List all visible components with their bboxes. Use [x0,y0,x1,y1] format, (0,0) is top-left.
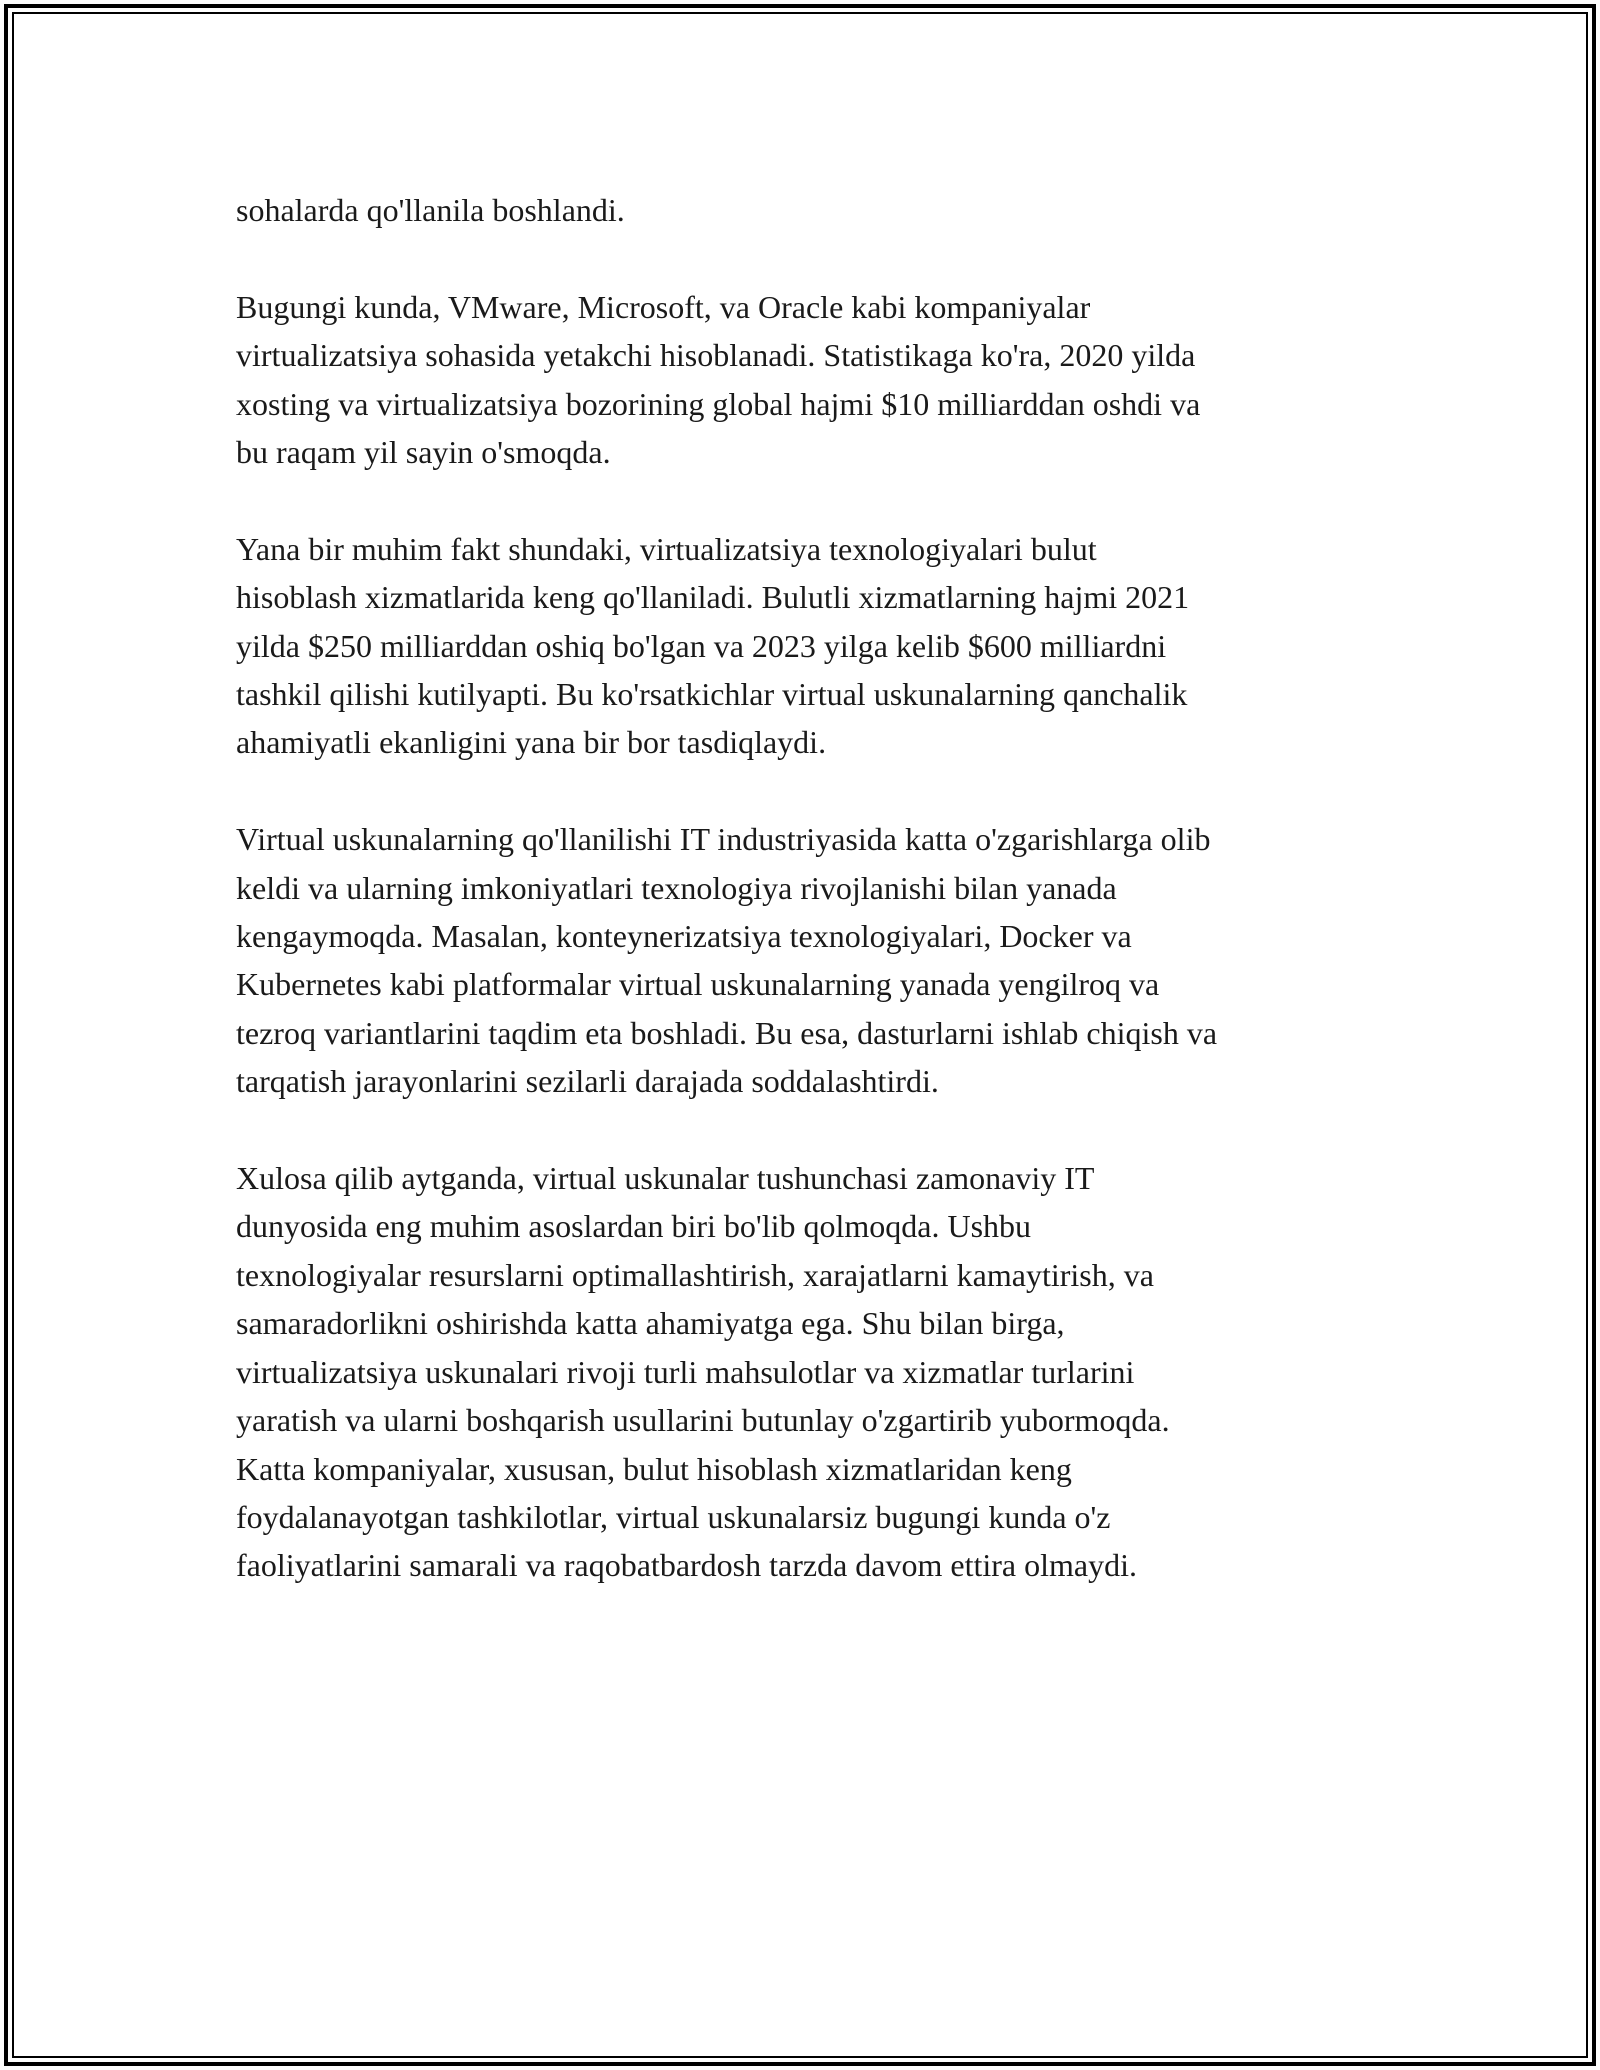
text-line: yaratish va ularni boshqarish usullarini butunlay o'zgartirib yubormoqda. [236,1402,1170,1439]
paragraph-cloud [236,525,1386,767]
paragraph-containers [236,815,1386,1105]
text-line: samaradorlikni oshirishda katta ahamiyatga ega. Shu bilan birga, [236,1305,1065,1342]
text-line: Virtual uskunalarning qo'llanilishi IT industriyasida katta o'zgarishlarga olib [236,821,1211,858]
text-line: sohalarda qo'llanila boshlandi. [236,192,625,228]
text-line: dunyosida eng muhim asoslardan biri bo'lib qolmoqda. Ushbu [236,1208,1032,1245]
text-line: Bugungi kunda, VMware, Microsoft, va Oracle kabi kompaniyalar [236,288,1091,325]
text-line: hisoblash xizmatlarida keng qo'llaniladi. Bulutli xizmatlarning hajmi 2021 [236,579,1190,616]
text-line: virtualizatsiya sohasida yetakchi hisoblanadi. Statistikaga ko'ra, 2020 yilda [236,337,1196,374]
text-line: texnologiyalar resurslarni optimallashtirish, xarajatlarni kamaytirish, va [236,1256,1154,1293]
text-line: virtualizatsiya uskunalari rivoji turli mahsulotlar va xizmatlar turlarini [236,1353,1135,1390]
text-line: bu raqam yil sayin o'smoqda. [236,434,611,471]
paragraph-conclusion [236,1154,1386,1590]
text-line: foydalanayotgan tashkilotlar, virtual uskunalarsiz bugungi kunda o'z [236,1498,1111,1535]
document-body [236,186,1386,1638]
text-line: ahamiyatli ekanligini yana bir bor tasdiqlaydi. [236,724,827,761]
text-line: tashkil qilishi kutilyapti. Bu ko'rsatkichlar virtual uskunalarning qanchalik [236,676,1188,713]
text-line: xosting va virtualizatsiya bozorining global hajmi $10 milliarddan oshdi va [236,385,1201,422]
text-line: yilda $250 milliarddan oshiq bo'lgan va 2023 yilga kelib $600 milliardni [236,627,1167,664]
text-line: keldi va ularning imkoniyatlari texnologiya rivojlanishi bilan yanada [236,869,1117,906]
text-line: Yana bir muhim fakt shundaki, virtualizatsiya texnologiyalari bulut [236,530,1097,567]
paragraph-intro-fragment [236,186,1386,234]
text-line: kengaymoqda. Masalan, konteynerizatsiya texnologiyalari, Docker va [236,918,1132,955]
text-line: tezroq variantlarini taqdim eta boshladi. Bu esa, dasturlarni ishlab chiqish va [236,1014,1218,1051]
text-line: Katta kompaniyalar, xususan, bulut hisoblash xizmatlaridan keng [236,1450,1072,1487]
text-line: tarqatish jarayonlarini sezilarli darajada soddalashtirdi. [236,1063,939,1100]
paragraph-companies [236,283,1386,477]
text-line: faoliyatlarini samarali va raqobatbardosh tarzda davom ettira olmaydi. [236,1547,1137,1584]
text-line: Xulosa qilib aytganda, virtual uskunalar tushunchasi zamonaviy IT [236,1160,1095,1197]
text-line: Kubernetes kabi platformalar virtual uskunalarning yanada yengilroq va [236,966,1160,1003]
